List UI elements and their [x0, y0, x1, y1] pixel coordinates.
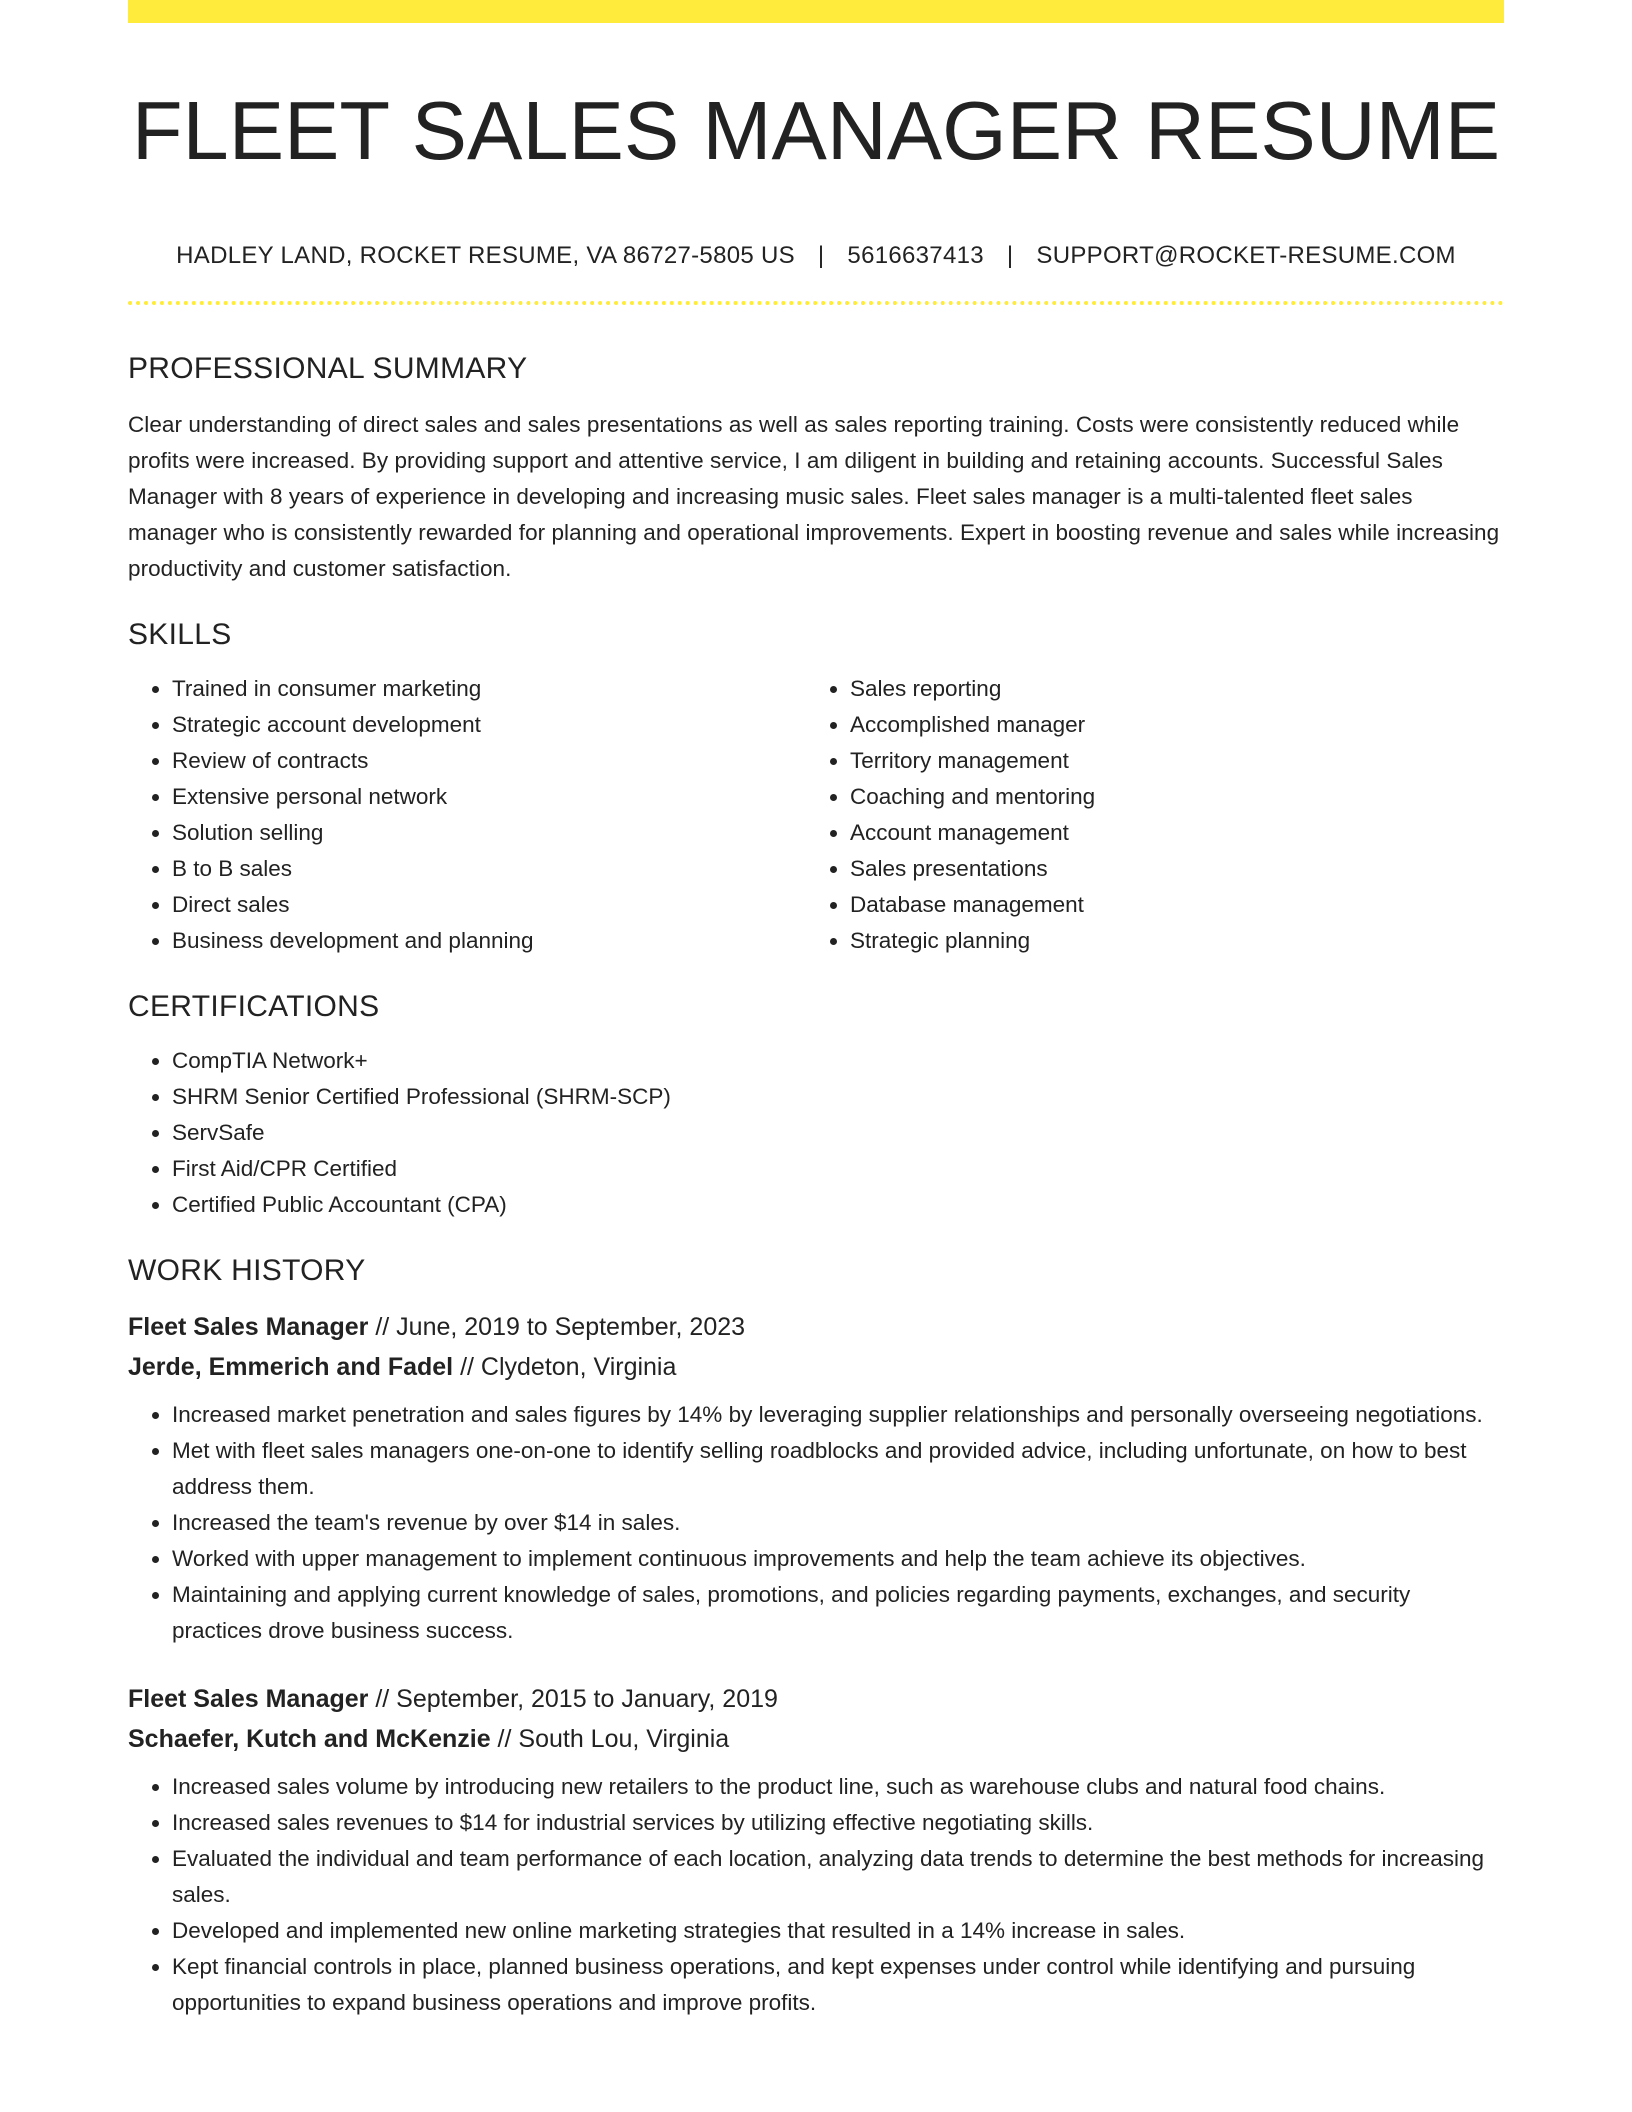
certification-item: • CompTIA Network+: [172, 1043, 1504, 1079]
job-title-line: [128, 1679, 1504, 1719]
work-history-heading: WORK HISTORY: [128, 1254, 366, 1288]
summary-text: Clear understanding of direct sales and sales presentations as well as sales reporting training. Costs were consistently reduced while profits were increased. By providing support and attentive service, I am diligent in building and retaining accounts. Successful Sales Manager with 8 years of experience in developing and increasing music sales. Fleet sales manager is a multi-talented fleet sales manager who is consistently rewarded for planning and operational improvements. Expert in boosting revenue and sales while increasing productivity and customer satisfaction.: [128, 412, 1500, 582]
skill-item: • Database management: [850, 887, 1484, 923]
certification-item: • First Aid/CPR Certified: [172, 1151, 1504, 1187]
dotted-divider: [128, 301, 1504, 305]
job-company: Jerde, Emmerich and Fadel: [128, 1353, 454, 1382]
skill-item: • B to B sales: [172, 851, 806, 887]
job-company-line: [128, 1347, 1504, 1387]
skills-column-right: [806, 671, 1484, 959]
job-company-line: [128, 1719, 1504, 1759]
contact-line: [128, 242, 1504, 271]
job-bullet: • Met with fleet sales managers one-on-one to identify selling roadblocks and provided advice, including unfortunate, on how to best address them.: [172, 1433, 1504, 1505]
certification-item: • ServSafe: [172, 1115, 1504, 1151]
skill-item: • Extensive personal network: [172, 779, 806, 815]
resume-page: [128, 0, 1504, 2021]
certifications-heading: CERTIFICATIONS: [128, 990, 380, 1024]
skills-heading: SKILLS: [128, 618, 232, 652]
skill-item: • Accomplished manager: [850, 707, 1484, 743]
job-dates: // September, 2015 to January, 2019: [368, 1685, 778, 1714]
summary-heading: PROFESSIONAL SUMMARY: [128, 352, 528, 386]
job-bullet: • Evaluated the individual and team performance of each location, analyzing data trends to determine the best methods for increasing sales.: [172, 1841, 1504, 1913]
job-location: // Clydeton, Virginia: [453, 1353, 677, 1382]
job-bullet: • Increased sales revenues to $14 for industrial services by utilizing effective negotiating skills.: [172, 1805, 1504, 1841]
job-bullets: [128, 1769, 1504, 2021]
skill-item: • Solution selling: [172, 815, 806, 851]
skills-list-left: [128, 671, 806, 959]
job-title-line: [128, 1307, 1504, 1347]
job-entry: [128, 1679, 1504, 2021]
job-bullet: • Worked with upper management to implement continuous improvements and help the team achieve its objectives.: [172, 1541, 1504, 1577]
skills-list-right: [806, 671, 1484, 959]
skills-column-left: [128, 671, 806, 959]
job-dates: // June, 2019 to September, 2023: [368, 1313, 746, 1342]
skill-item: • Account management: [850, 815, 1484, 851]
top-accent-bar: [128, 0, 1504, 23]
skill-item: • Coaching and mentoring: [850, 779, 1484, 815]
skill-item: • Strategic account development: [172, 707, 806, 743]
job-location: // South Lou, Virginia: [490, 1725, 730, 1754]
certification-item: • Certified Public Accountant (CPA): [172, 1187, 1504, 1223]
job-bullet: • Increased market penetration and sales figures by 14% by leveraging supplier relationships and personally overseeing negotiations.: [172, 1397, 1504, 1433]
job-entry: [128, 1307, 1504, 1649]
skills-grid: [128, 671, 1504, 959]
contact-phone: 5616637413: [847, 242, 984, 270]
job-bullets: [128, 1397, 1504, 1649]
certification-item: • SHRM Senior Certified Professional (SHRM-SCP): [172, 1079, 1504, 1115]
certifications-list: [128, 1043, 1504, 1223]
contact-address: HADLEY LAND, ROCKET RESUME, VA 86727-5805 US: [176, 242, 795, 270]
contact-separator: |: [817, 242, 825, 270]
job-title: Fleet Sales Manager: [128, 1313, 369, 1342]
skill-item: • Review of contracts: [172, 743, 806, 779]
job-bullet: • Developed and implemented new online marketing strategies that resulted in a 14% increase in sales.: [172, 1913, 1504, 1949]
skill-item: • Sales reporting: [850, 671, 1484, 707]
job-bullet: • Increased the team's revenue by over $14 in sales.: [172, 1505, 1504, 1541]
job-bullet: • Maintaining and applying current knowledge of sales, promotions, and policies regarding payments, exchanges, and security practices drove business success.: [172, 1577, 1504, 1649]
job-bullet: • Kept financial controls in place, planned business operations, and kept expenses under control while identifying and pursuing opportunities to expand business operations and improve profits.: [172, 1949, 1504, 2021]
job-bullet: • Increased sales volume by introducing new retailers to the product line, such as warehouse clubs and natural food chains.: [172, 1769, 1504, 1805]
contact-separator: |: [1006, 242, 1014, 270]
skill-item: • Sales presentations: [850, 851, 1484, 887]
skill-item: • Territory management: [850, 743, 1484, 779]
job-title: Fleet Sales Manager: [128, 1685, 369, 1714]
skill-item: • Direct sales: [172, 887, 806, 923]
skill-item: • Business development and planning: [172, 923, 806, 959]
resume-title: FLEET SALES MANAGER RESUME: [131, 84, 1501, 177]
contact-email: SUPPORT@ROCKET-RESUME.COM: [1036, 242, 1456, 270]
skill-item: • Strategic planning: [850, 923, 1484, 959]
skill-item: • Trained in consumer marketing: [172, 671, 806, 707]
job-company: Schaefer, Kutch and McKenzie: [128, 1725, 491, 1754]
